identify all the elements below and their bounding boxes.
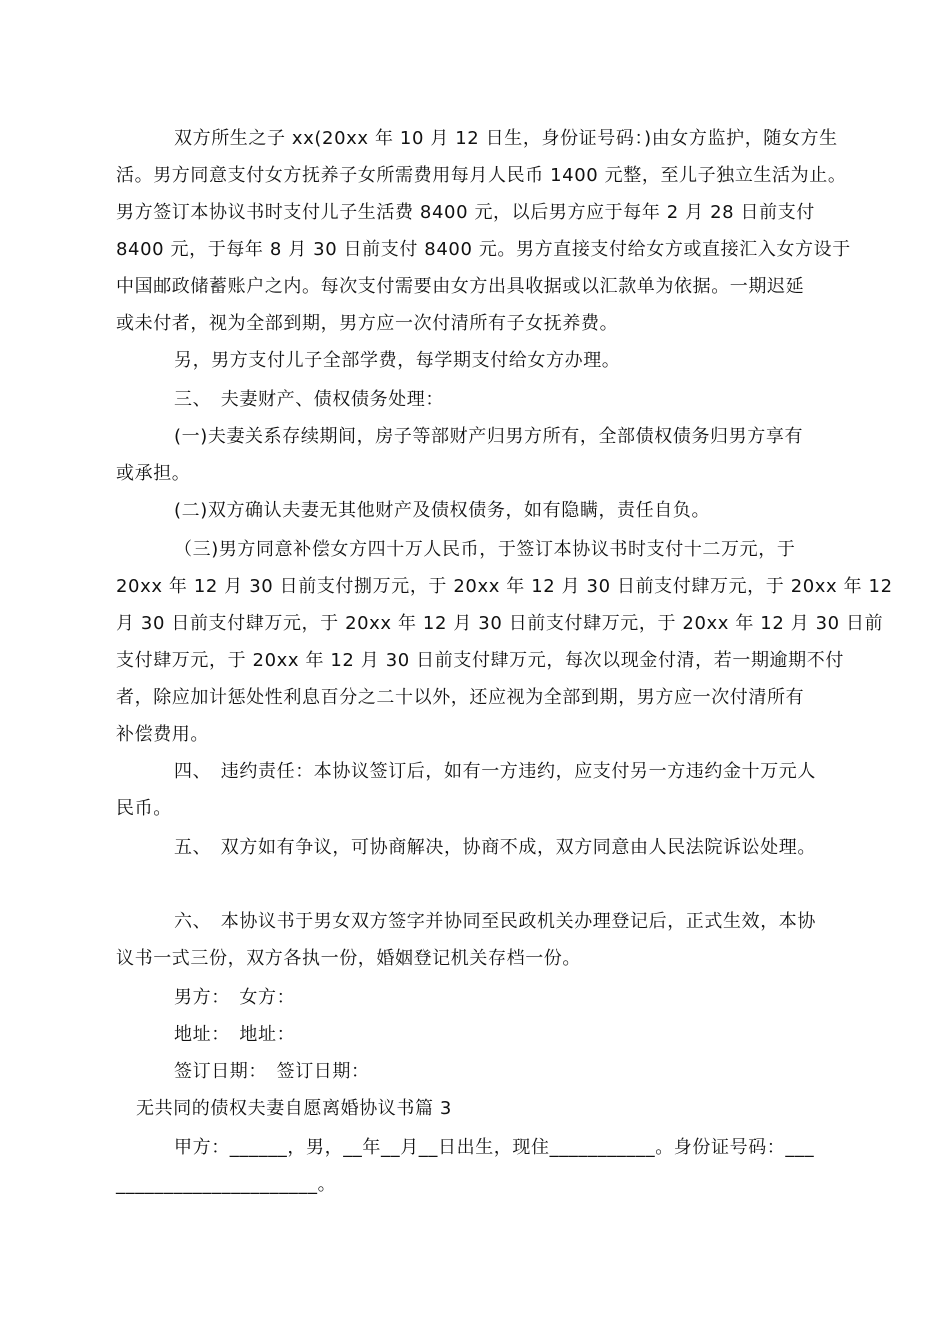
- signature-party-line: 男方： 女方：: [174, 987, 296, 1008]
- paragraph-line: (二)双方确认夫妻无其他财产及债权债务，如有隐瞒，责任自负。: [174, 500, 711, 521]
- paragraph-line: 者，除应加计惩处性利息百分之二十以外，还应视为全部到期，男方应一次付清所有: [116, 687, 805, 708]
- paragraph-line: 民币。: [116, 798, 172, 819]
- paragraph-line: （三)男方同意补偿女方四十万人民币，于签订本协议书时支付十二万元，于: [174, 539, 796, 560]
- paragraph-line: 中国邮政储蓄账户之内。每次支付需要由女方出具收据或以汇款单为依据。一期迟延: [116, 276, 805, 297]
- paragraph-line: 补偿费用。: [116, 724, 209, 745]
- paragraph-line: 活。男方同意支付女方抚养子女所需费用每月人民币 1400 元整，至儿子独立生活为止。: [116, 165, 847, 186]
- paragraph-line: 四、 违约责任：本协议签订后，如有一方违约，应支付另一方违约金十万元人: [174, 761, 816, 782]
- paragraph-line: 8400 元，于每年 8 月 30 日前支付 8400 元。男方直接支付给女方或直接汇入女方设于: [116, 239, 851, 260]
- paragraph-line: 或承担。: [116, 463, 191, 484]
- paragraph-line: 双方所生之子 xx(20xx 年 10 月 12 日生，身份证号码：)由女方监护，随女方生: [174, 128, 838, 149]
- signature-address-line: 地址： 地址：: [174, 1024, 296, 1045]
- paragraph-line: _____________________。: [116, 1174, 337, 1195]
- paragraph-line: 另，男方支付儿子全部学费，每学期支付给女方办理。: [174, 350, 621, 371]
- section-title: 无共同的债权夫妻自愿离婚协议书篇 3: [136, 1098, 452, 1119]
- section-heading: 三、 夫妻财产、债权债务处理：: [174, 389, 444, 410]
- paragraph-line: 六、 本协议书于男女双方签字并协同至民政机关办理登记后，正式生效，本协: [174, 911, 816, 932]
- paragraph-line: 议书一式三份，双方各执一份，婚姻登记机关存档一份。: [116, 948, 581, 969]
- paragraph-line: (一)夫妻关系存续期间，房子等部财产归男方所有，全部债权债务归男方享有: [174, 426, 804, 447]
- paragraph-line: 或未付者，视为全部到期，男方应一次付清所有子女抚养费。: [116, 313, 619, 334]
- signature-date-line: 签订日期： 签订日期：: [174, 1061, 370, 1082]
- paragraph-line: 月 30 日前支付肆万元，于 20xx 年 12 月 30 日前支付肆万元，于 20xx 年 12 月 30 日前: [116, 613, 884, 634]
- paragraph-line: 支付肆万元，于 20xx 年 12 月 30 日前支付肆万元，每次以现金付清，若一期逾期不付: [116, 650, 844, 671]
- paragraph-line: 20xx 年 12 月 30 日前支付捌万元，于 20xx 年 12 月 30 日前支付肆万元，于 20xx 年 12: [116, 576, 893, 597]
- paragraph-line: 男方签订本协议书时支付儿子生活费 8400 元，以后男方应于每年 2 月 28 日前支付: [116, 202, 815, 223]
- paragraph-line: 甲方：______，男，__年__月__日出生，现住___________。身份证号码：___: [174, 1137, 815, 1158]
- paragraph-line: 五、 双方如有争议，可协商解决，协商不成，双方同意由人民法院诉讼处理。: [174, 837, 816, 858]
